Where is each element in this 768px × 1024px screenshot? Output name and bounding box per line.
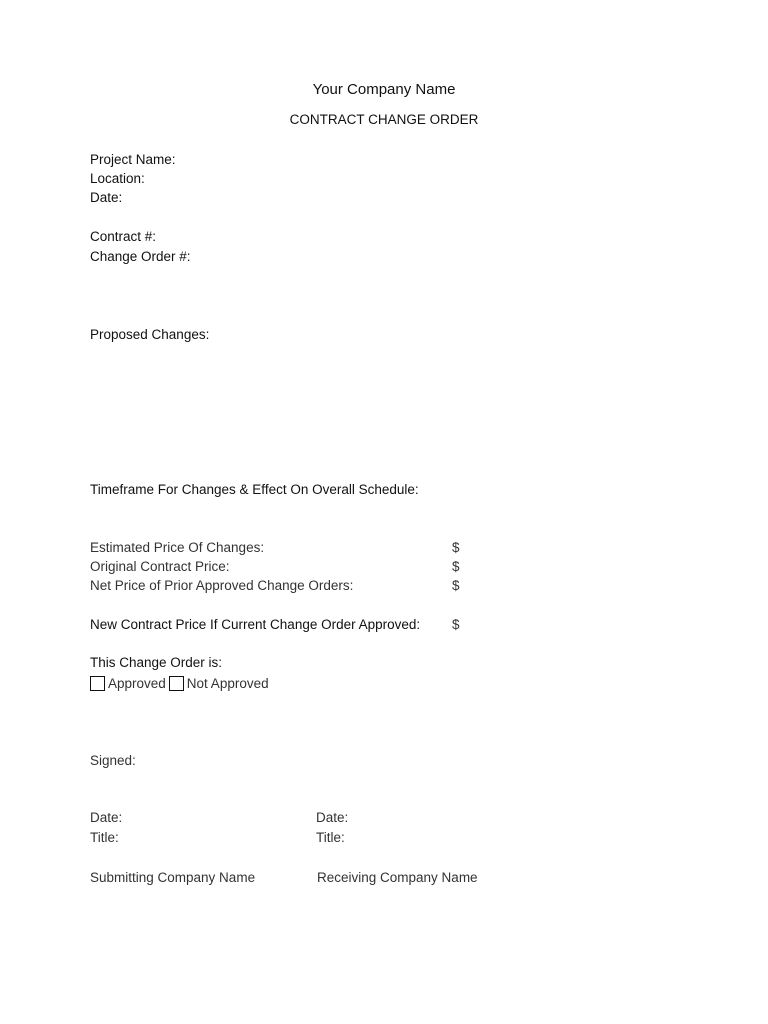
right-date-label: Date: — [316, 810, 349, 825]
timeframe-label: Timeframe For Changes & Effect On Overall Schedule: — [90, 482, 419, 497]
estimated-price-currency: $ — [452, 540, 460, 555]
new-contract-price-label: New Contract Price If Current Change Order Approved: — [90, 617, 421, 632]
approved-label: Approved — [108, 675, 166, 691]
project-name-label: Project Name: — [90, 152, 176, 167]
receiving-company-label: Receiving Company Name — [317, 870, 478, 885]
proposed-changes-label: Proposed Changes: — [90, 327, 210, 342]
signed-label: Signed: — [90, 753, 136, 768]
estimated-price-label: Estimated Price Of Changes: — [90, 540, 265, 555]
not-approved-checkbox[interactable] — [169, 676, 184, 691]
original-price-currency: $ — [452, 559, 460, 574]
left-date-label: Date: — [90, 810, 123, 825]
right-title-label: Title: — [316, 830, 345, 845]
approval-options — [90, 676, 272, 691]
left-title-label: Title: — [90, 830, 119, 845]
location-label: Location: — [90, 171, 145, 186]
contract-number-label: Contract #: — [90, 229, 157, 244]
prior-orders-price-currency: $ — [452, 578, 460, 593]
document-title: CONTRACT CHANGE ORDER — [289, 112, 479, 127]
company-name: Your Company Name — [312, 81, 456, 98]
approved-checkbox[interactable] — [90, 676, 105, 691]
not-approved-label: Not Approved — [186, 675, 269, 691]
date-label: Date: — [90, 190, 123, 205]
new-contract-price-currency: $ — [452, 617, 460, 632]
change-order-number-label: Change Order #: — [90, 249, 191, 264]
submitting-company-label: Submitting Company Name — [90, 870, 256, 885]
original-price-label: Original Contract Price: — [90, 559, 230, 574]
prior-orders-price-label: Net Price of Prior Approved Change Orders: — [90, 578, 354, 593]
status-label: This Change Order is: — [90, 655, 223, 670]
